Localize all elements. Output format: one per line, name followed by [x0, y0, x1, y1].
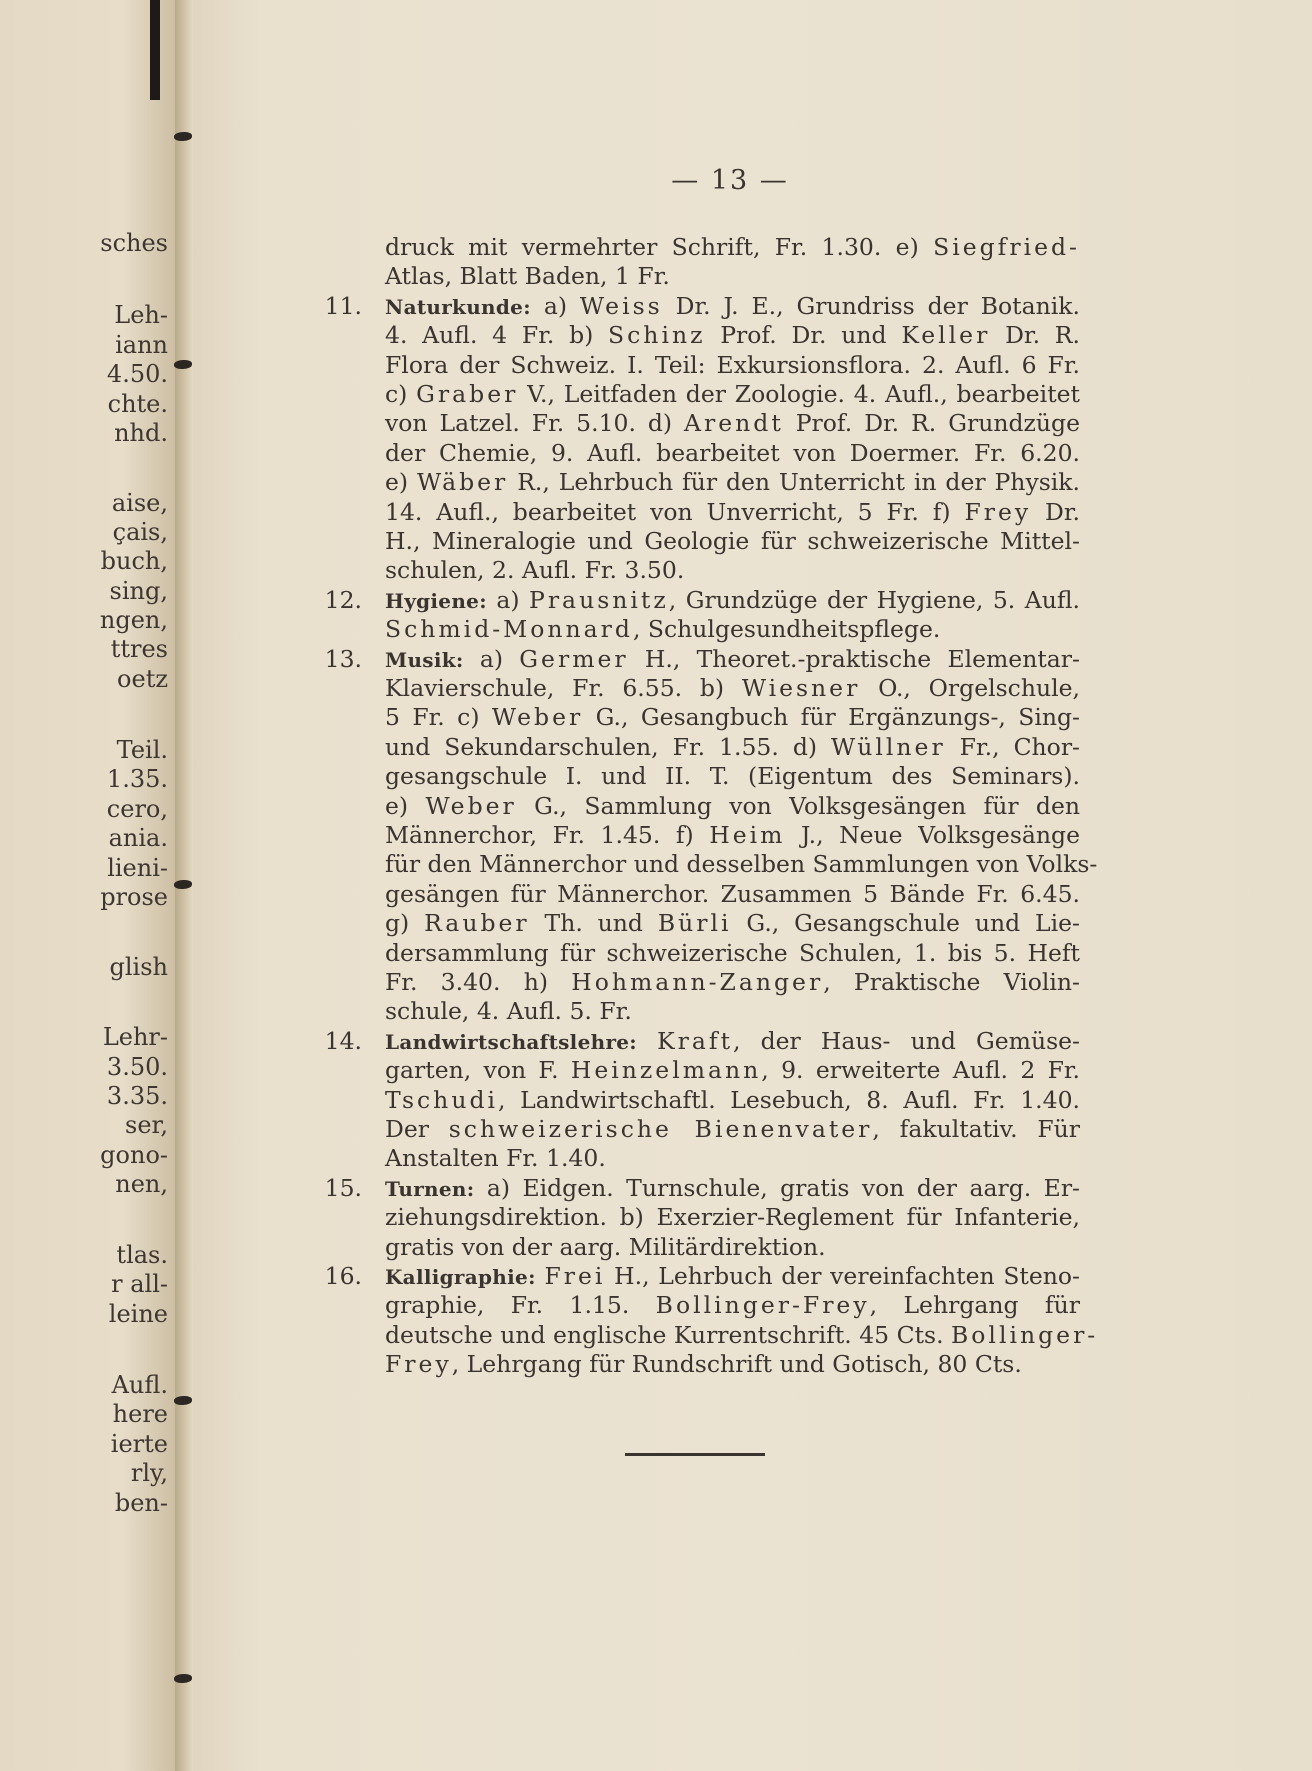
- text-line: [385, 408, 1080, 438]
- text-segment: H., Lehrbuch der vereinfachten Steno-: [605, 1262, 1080, 1290]
- left-page-fragment: ngen,: [99, 606, 168, 634]
- author-name: Arendt: [684, 409, 784, 438]
- text-line: [385, 1202, 1080, 1232]
- text-segment: , 9. erweiterte Aufl. 2 Fr.: [761, 1056, 1081, 1085]
- text-segment: a): [530, 291, 580, 320]
- text-segment: , fakultativ. Für: [872, 1115, 1081, 1143]
- left-page-fragment: nhd.: [114, 419, 168, 447]
- text-segment: 5 Fr. c): [385, 703, 492, 732]
- section-heading: Naturkunde:: [385, 294, 531, 319]
- item-number: 15.: [324, 1173, 362, 1202]
- text-segment: H., Mineralogie und Geologie für schweizerische Mittel-: [385, 527, 1080, 555]
- text-segment: , Landwirtschaftl. Lesebuch, 8. Aufl. Fr. 1.40.: [498, 1085, 1080, 1114]
- left-page-fragment: rly,: [130, 1459, 168, 1487]
- text-segment: , der Haus- und Gemüse-: [733, 1026, 1080, 1055]
- text-line: [385, 526, 1080, 556]
- author-name: Weiss: [579, 291, 663, 320]
- text-line: [385, 467, 1080, 497]
- text-segment: Klavierschule, Fr. 6.55. b): [385, 674, 742, 702]
- text-segment: garten, von F.: [385, 1056, 571, 1085]
- left-page-fragment: aise,: [111, 489, 168, 517]
- author-name: Siegfried-: [933, 233, 1080, 261]
- left-page-fragment: ierte: [110, 1430, 168, 1458]
- left-page-fragment: glish: [109, 953, 168, 981]
- author-name: Hohmann-Zanger: [571, 968, 824, 996]
- text-segment: Th. und: [529, 909, 658, 938]
- section-heading: Musik:: [385, 647, 464, 672]
- left-page-fragment: Aufl.: [111, 1371, 168, 1399]
- text-line: [385, 555, 1080, 585]
- author-name: Wäber: [416, 468, 509, 497]
- text-segment: gratis von der aarg. Militärdirektion.: [385, 1232, 826, 1261]
- end-rule-divider: [625, 1453, 765, 1456]
- text-segment: Anstalten Fr. 1.40.: [385, 1144, 606, 1173]
- text-segment: G., Gesangbuch für Ergänzungs-, Sing-: [583, 703, 1081, 732]
- left-page-fragment: 4.50.: [106, 360, 168, 388]
- author-name: Graber: [416, 380, 519, 408]
- left-page-fragment: leine: [108, 1300, 168, 1328]
- text-segment: gesängen für Männerchor. Zusammen 5 Bände Fr. 6.45.: [385, 879, 1080, 908]
- text-segment: [637, 1027, 657, 1055]
- author-name: Schmid-Monnard: [385, 615, 633, 644]
- author-name: Frey: [964, 497, 1032, 526]
- text-segment: e): [385, 791, 426, 820]
- text-line: [385, 1320, 1099, 1350]
- left-page-fragment: sches: [100, 229, 168, 257]
- binding-stitch: [174, 1674, 192, 1683]
- text-line: [385, 967, 1080, 997]
- text-line: [385, 702, 1080, 732]
- text-line: [385, 1085, 1080, 1115]
- text-line: [385, 350, 1080, 380]
- text-line: [385, 644, 1080, 674]
- text-line: [385, 1290, 1080, 1320]
- text-segment: gesangschule I. und II. T. (Eigentum des Seminars).: [385, 762, 1080, 791]
- text-segment: Fr. 3.40. h): [385, 968, 572, 996]
- text-line: [385, 879, 1080, 909]
- text-line: [385, 1232, 1080, 1262]
- text-segment: , Grundzüge der Hygiene, 5. Aufl.: [668, 585, 1080, 614]
- item-number: 16.: [324, 1262, 362, 1290]
- text-segment: Fr., Chor-: [945, 732, 1081, 761]
- text-segment: ziehungsdirektion. b) Exerzier-Reglement für Infanterie,: [385, 1203, 1080, 1232]
- binding-stitch: [174, 1396, 192, 1405]
- text-segment: a): [486, 585, 530, 614]
- text-line: [385, 291, 1080, 321]
- text-segment: Dr. R.: [990, 321, 1080, 350]
- section-heading: Kalligraphie:: [385, 1265, 536, 1289]
- left-page-fragment: Teil.: [116, 736, 168, 764]
- left-page-fragment: r all-: [111, 1270, 168, 1298]
- text-line: [385, 261, 1080, 291]
- section-heading: Hygiene:: [385, 588, 487, 613]
- item-number: 13.: [324, 644, 362, 673]
- left-page-fragment: Lehr-: [102, 1023, 168, 1051]
- text-segment: a) Eidgen. Turnschule, gratis von der aarg. Er-: [474, 1173, 1080, 1202]
- text-segment: und Sekundarschulen, Fr. 1.55. d): [385, 732, 832, 761]
- author-name: Heinzelmann: [570, 1056, 762, 1085]
- text-segment: Flora der Schweiz. I. Teil: Exkursionsflora. 2. Aufl. 6 Fr.: [385, 350, 1080, 379]
- text-line: [385, 761, 1080, 791]
- binding-stitch: [174, 880, 192, 889]
- text-line: [385, 673, 1080, 703]
- text-line: [385, 497, 1080, 527]
- text-segment: J., Neue Volksgesänge: [785, 821, 1080, 849]
- text-segment: dersammlung für schweizerische Schulen, 1. bis 5. Heft: [385, 938, 1080, 967]
- text-line: [385, 791, 1080, 821]
- author-name: Kraft: [657, 1026, 734, 1055]
- left-page-fragment: ania.: [108, 824, 168, 852]
- text-segment: graphie, Fr. 1.15.: [385, 1291, 656, 1320]
- author-name: Frey: [385, 1350, 452, 1379]
- binding-stitch: [174, 360, 192, 369]
- left-page-fragment: here: [112, 1400, 168, 1428]
- item-number: 12.: [324, 585, 362, 614]
- text-segment: der Chemie, 9. Aufl. bearbeitet von Doermer. Fr. 6.20.: [385, 438, 1080, 467]
- left-page-fragment: Leh-: [114, 301, 168, 329]
- text-segment: H., Theoret.-praktische Elementar-: [628, 644, 1080, 673]
- text-segment: schule, 4. Aufl. 5. Fr.: [385, 997, 632, 1026]
- author-name: Keller: [901, 321, 991, 350]
- text-segment: Dr.: [1031, 497, 1080, 526]
- text-line: [385, 1055, 1080, 1085]
- left-page-fragment: 3.35.: [106, 1082, 168, 1110]
- text-segment: , Lehrgang für Rundschrift und Gotisch, 80 Cts.: [451, 1350, 1022, 1379]
- text-segment: Männerchor, Fr. 1.45. f): [385, 821, 710, 849]
- section-heading: Turnen:: [385, 1176, 475, 1201]
- text-segment: Prof. Dr. und: [705, 321, 902, 350]
- item-number: 11.: [324, 291, 362, 320]
- left-page-fragment: 3.50.: [106, 1053, 168, 1081]
- left-page-fragment: 1.35.: [106, 765, 168, 793]
- left-page-fragment: cero,: [106, 795, 168, 823]
- text-segment: e): [385, 468, 417, 497]
- text-line: [385, 614, 1080, 644]
- author-name: Weber: [491, 703, 584, 732]
- author-name: Bollinger-: [951, 1320, 1099, 1349]
- text-segment: V., Leitfaden der Zoologie. 4. Aufl., bearbeitet: [518, 380, 1080, 408]
- text-segment: Atlas, Blatt Baden, 1 Fr.: [385, 262, 670, 291]
- author-name: Bollinger-Frey: [655, 1291, 870, 1320]
- binding-stitch: [174, 132, 192, 141]
- left-page-fragment: lieni-: [107, 854, 168, 882]
- left-page-fragment: nen,: [115, 1170, 168, 1198]
- text-segment: , Lehrgang für: [869, 1291, 1080, 1320]
- text-line: [385, 1261, 1080, 1291]
- text-segment: von Latzel. Fr. 5.10. d): [385, 409, 685, 438]
- text-line: [385, 438, 1080, 468]
- text-segment: O., Orgelschule,: [860, 674, 1080, 702]
- text-segment: c): [385, 380, 417, 408]
- text-line: [385, 232, 1080, 262]
- section-heading: Landwirtschaftslehre:: [385, 1029, 637, 1054]
- text-segment: deutsche und englische Kurrentschrift. 45 Cts.: [385, 1320, 952, 1349]
- left-page-fragment: ttres: [110, 635, 168, 663]
- author-name: Frei: [544, 1262, 606, 1290]
- text-segment: Dr. J. E., Grundriss der Botanik.: [662, 291, 1080, 320]
- left-page-fragment: çais,: [112, 518, 168, 546]
- binding-strip: [150, 0, 160, 100]
- author-name: Heim: [709, 821, 786, 849]
- author-name: Tschudi: [385, 1085, 499, 1114]
- author-name: Wüllner: [831, 732, 946, 761]
- left-page-fragment: ben-: [114, 1489, 168, 1517]
- author-name: Germer: [519, 644, 629, 673]
- text-segment: a): [463, 644, 520, 673]
- left-page-fragment: gono-: [100, 1141, 168, 1169]
- text-line: [385, 585, 1080, 615]
- text-line: [385, 1026, 1080, 1056]
- text-segment: g): [385, 909, 425, 938]
- text-segment: 14. Aufl., bearbeitet von Unverricht, 5 Fr. f): [385, 497, 965, 526]
- left-page-fragment: chte.: [107, 390, 168, 418]
- text-segment: für den Männerchor und desselben Sammlungen von Volks-: [385, 850, 1098, 879]
- text-line: [385, 938, 1080, 968]
- left-page-fragment: prose: [100, 883, 168, 911]
- author-name: Prausnitz: [529, 585, 669, 614]
- item-number: 14.: [324, 1026, 362, 1055]
- left-page-fragment: tlas.: [116, 1241, 168, 1269]
- text-segment: Der: [385, 1115, 449, 1143]
- left-page-fragment: iann: [115, 331, 168, 359]
- text-line: [385, 996, 1080, 1026]
- text-segment: Prof. Dr. R. Grundzüge: [783, 409, 1080, 438]
- left-page-fragment: oetz: [117, 665, 168, 693]
- left-page-fragment: buch,: [100, 547, 168, 575]
- page-number: — 13 —: [671, 165, 789, 196]
- author-name: schweizerische Bienenvater: [448, 1115, 873, 1143]
- text-line: [385, 320, 1080, 350]
- author-name: Rauber: [424, 909, 530, 938]
- text-segment: druck mit vermehrter Schrift, Fr. 1.30. e): [385, 233, 934, 261]
- author-name: Wiesner: [741, 674, 861, 702]
- text-segment: G., Gesangschule und Lie-: [731, 909, 1080, 938]
- text-line: [385, 820, 1080, 850]
- text-segment: 4. Aufl. 4 Fr. b): [385, 321, 609, 350]
- author-name: Weber: [425, 791, 517, 820]
- text-line: [385, 1173, 1080, 1203]
- text-line: [385, 1143, 1080, 1173]
- author-name: Schinz: [608, 321, 706, 350]
- text-segment: , Schulgesundheitspflege.: [632, 615, 941, 644]
- text-line: [385, 379, 1080, 409]
- left-page-fragment: sing,: [109, 577, 168, 605]
- text-line: [385, 908, 1080, 938]
- text-segment: G., Sammlung von Volksgesängen für den: [516, 791, 1081, 820]
- text-segment: , Praktische Violin-: [823, 968, 1080, 996]
- text-line: [385, 1114, 1080, 1144]
- text-segment: R., Lehrbuch für den Unterricht in der Physik.: [508, 468, 1081, 497]
- text-segment: schulen, 2. Aufl. Fr. 3.50.: [385, 556, 685, 585]
- author-name: Bürli: [657, 909, 732, 938]
- text-line: [385, 849, 1098, 879]
- left-page-fragment: ser,: [125, 1111, 168, 1139]
- text-line: [385, 732, 1080, 762]
- text-line: [385, 1349, 1080, 1379]
